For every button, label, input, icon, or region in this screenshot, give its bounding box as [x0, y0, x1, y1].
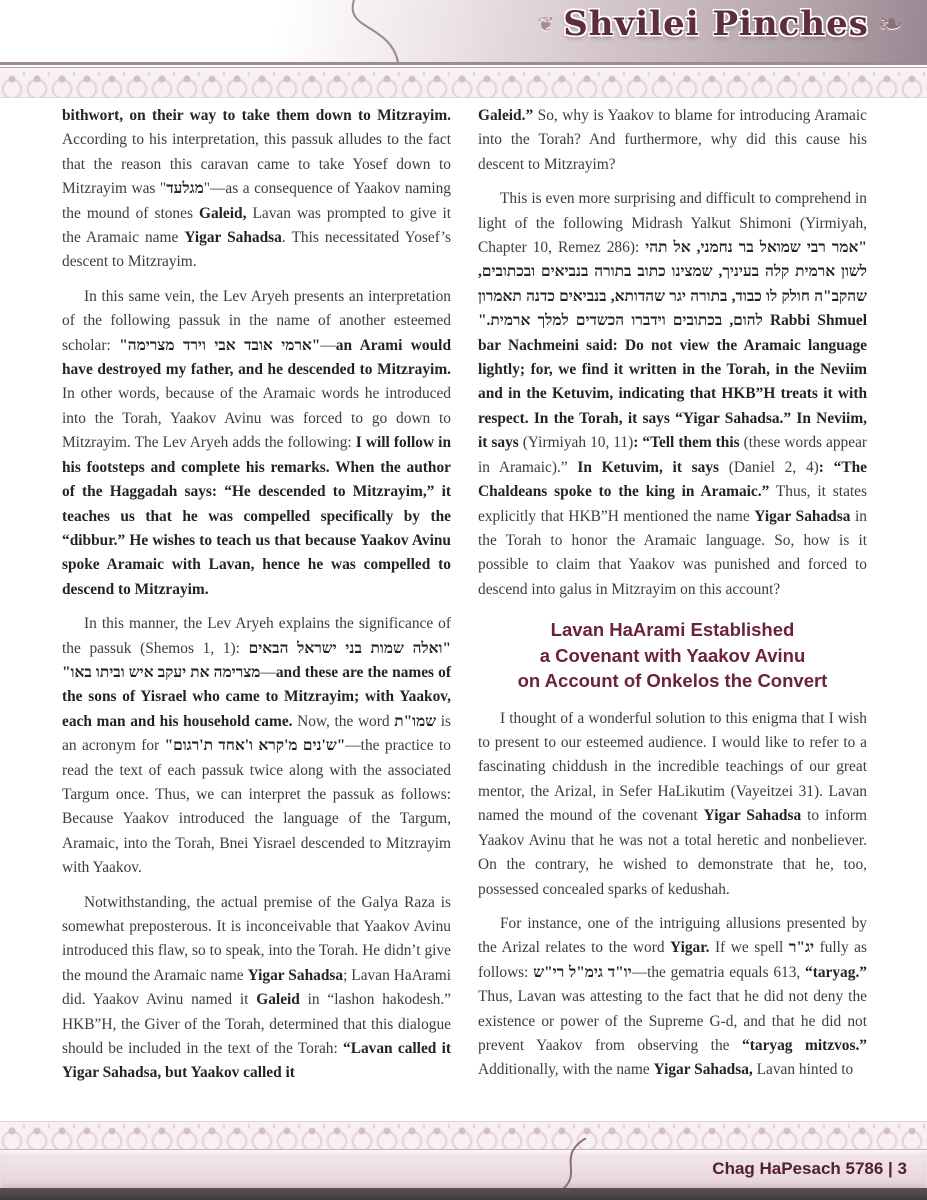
text-segment: to inform Yaakov Avinu that he was not a total heretic and nonbeliever. On the contrary, he wished to demonstrate that he, too, possessed concealed sparks of kedushah.: [478, 807, 867, 898]
text-segment: So, why is Yaakov to blame for introducing Aramaic into the Torah? And furthermore, why did this cause his descent to Mitzrayim?: [478, 107, 867, 173]
text-segment: Rabbi Shmuel bar Nachmeini said: Do not view the Aramaic language lightly; for, we find it written in the Torah, in the Neviim and in the Ketuvim, indicating that HKB”H treats it with respect. In the Torah, it says “Yigar Sahadsa.” In Neviim, it says: [478, 312, 867, 452]
paragraph: [478, 187, 867, 602]
paragraph: [478, 104, 867, 177]
hebrew-text: "ארמי אובד אבי וירד מצרימה": [119, 336, 321, 354]
right-column: [478, 104, 867, 1114]
text-segment: fully as follows:: [478, 939, 867, 981]
text-segment: [763, 312, 770, 329]
page-edge-bar: [0, 1188, 927, 1200]
page-footer-label: Chag HaPesach 5786 | 3: [712, 1159, 907, 1178]
text-segment: in the Torah to honor the Aramaic language. So, how is it possible to claim that Yaakov was punished and forced to descend into galus in Mitzrayim on this account?: [478, 507, 867, 598]
text-segment: an Arami would have destroyed my father, and he descended to Mitzrayim.: [62, 336, 452, 379]
text-segment: is an acronym for: [62, 712, 451, 755]
paragraph: [62, 285, 451, 602]
hebrew-text: "ש'נים מ'קרא ו'אחד ת'רגום": [164, 737, 346, 755]
text-segment: and these are the names of the sons of Yisrael who came to Mitzrayim; with Yaakov, each man and his household came.: [62, 663, 451, 730]
hebrew-text: שמו"ת: [394, 712, 437, 730]
header-rule: [0, 62, 927, 70]
bottom-decorative-border: [0, 1121, 927, 1149]
text-segment: in “lashon hakodesh.” HKB”H, the Giver of the Torah, determined that this dialogue should be included in the text of the Torah:: [62, 991, 452, 1058]
top-decorative-border: [0, 70, 927, 98]
publication-title: Shvilei Pinches: [563, 4, 869, 44]
text-segment: Thus, it states explicitly that HKB”H mentioned the name: [478, 483, 867, 525]
text-segment: bithwort, on their way to take them down to Mitzrayim.: [62, 107, 451, 124]
text-segment: For instance, one of the intriguing allusions presented by the Arizal relates to the word: [478, 914, 867, 957]
paragraph: [62, 891, 451, 1086]
text-segment: I will follow in his footsteps and complete his remarks. When the author of the Haggadah says: “He descended to Mitzrayim,” it teaches us that he was compelled specifically by the “dibbur.” He wishes to teach us that because Yaakov Avinu spoke Aramaic with Lavan, hence he was compelled to descend to Mitzrayim.: [62, 434, 452, 598]
text-segment: Lavan hinted to: [752, 1061, 854, 1079]
text-segment: : “Tell them this: [633, 434, 744, 452]
text-segment: Additionally, with the name: [478, 1061, 654, 1079]
hebrew-text: "ואלה שמות בני ישראל הבאים מצרימה את יעקב איש וביתו באו": [62, 639, 451, 681]
text-segment: This is even more surprising and difficult to comprehend in light of the following Midrash Yalkut Shimoni (Yirmiyah, Chapter 10, Remez 286):: [478, 190, 867, 257]
text-segment: Yigar Sahadsa: [184, 229, 282, 247]
text-segment: (Daniel 2, 4): [728, 458, 819, 476]
paragraph: [62, 612, 451, 880]
hebrew-text: יג"ר: [788, 939, 815, 957]
left-column: [62, 104, 451, 1114]
text-segment: Now, the word: [292, 712, 395, 730]
section-heading: Lavan HaArami Established a Covenant with Yaakov Avinu on Account of Onkelos the Convert: [517, 619, 828, 692]
article-body: [62, 104, 867, 1114]
text-segment: “taryag mitzvos.”: [742, 1036, 867, 1054]
text-segment: "—as a consequence of Yaakov naming the mound of stones: [62, 180, 451, 222]
hebrew-text: יו"ד גימ"ל רי"ש: [533, 963, 632, 981]
text-segment: (Yirmiyah 10, 11): [522, 434, 634, 452]
text-segment: Yigar Sahadsa: [703, 807, 802, 825]
scroll-ornament-icon: ❧: [877, 7, 903, 41]
paragraph: [478, 707, 867, 902]
text-segment: If we spell: [709, 939, 789, 957]
text-segment: ; Lavan HaArami did. Yaakov Avinu named it: [62, 966, 451, 1009]
paragraph: [478, 912, 867, 1083]
text-segment: Galeid: [256, 991, 300, 1009]
text-segment: Yigar Sahadsa: [247, 966, 344, 984]
text-segment: Lavan was prompted to give it the Aramaic name: [62, 204, 451, 247]
text-segment: Yigar Sahadsa,: [653, 1061, 753, 1079]
text-segment: —: [320, 336, 336, 354]
page-header: [0, 0, 927, 62]
text-segment: “taryag.”: [805, 963, 867, 981]
text-segment: —the practice to read the text of each passuk twice along with the associated Targum once. Thus, we can interpret the passuk as follows: Because Yaakov introduced the language of the Targum, Aramaic, into the Torah, Bnei Yisrael descended to Mitzrayim with Yaakov.: [62, 737, 451, 877]
text-segment: : “The Chaldeans spoke to the king in Aramaic.”: [478, 458, 867, 501]
footer-band: [0, 1149, 927, 1188]
paragraph: [62, 104, 451, 275]
text-segment: Galeid.”: [478, 107, 534, 124]
text-segment: . This necessitated Yosef’s descent to Mitzrayim.: [62, 229, 451, 271]
text-segment: Notwithstanding, the actual premise of the Galya Raza is somewhat preposterous. It is inconceivable that Yaakov Avinu introduced this flaw, so to speak, into the Torah. He didn’t give the mound the Aramaic name: [62, 893, 451, 984]
text-segment: According to his interpretation, this passuk alludes to the fact that the reason this caravan came to take Yosef down to Mitzrayim was ": [62, 131, 451, 198]
text-segment: Yigar Sahadsa: [754, 507, 851, 525]
text-segment: —the gematria equals 613,: [631, 963, 806, 981]
text-segment: “Lavan called it Yigar Sahadsa, but Yaakov called it: [62, 1040, 452, 1082]
text-segment: Galeid,: [198, 204, 247, 222]
text-segment: —: [260, 663, 276, 681]
text-segment: In this same vein, the Lev Aryeh presents an interpretation of the following passuk in the name of another esteemed scholar:: [62, 287, 451, 354]
text-segment: (these words appear in Aramaic).”: [478, 434, 867, 476]
leaf-ornament-icon: ❦: [537, 13, 555, 36]
text-segment: In other words, because of the Aramaic words he introduced into the Torah, Yaakov Avinu was forced to go down to Mitzrayim. The Lev Aryeh adds the following:: [62, 385, 451, 452]
hebrew-text: מגלעד: [166, 180, 204, 198]
text-segment: In Ketuvim, it says: [577, 458, 729, 476]
header-flourish-icon: [338, 0, 418, 62]
text-segment: Thus, Lavan was attesting to the fact that he did not deny the existence or power of the Supreme G-d, and that he did not prevent Yaakov from observing the: [478, 988, 867, 1054]
text-segment: I thought of a wonderful solution to this enigma that I wish to present to our esteemed audience. I would like to refer to a fascinating chiddush in the incredible teachings of our great mentor, the Arizal, in Sefer HaLikutim (Vayeitzei 31). Lavan named the mound of the covenant: [478, 709, 867, 825]
text-segment: Yigar.: [670, 939, 710, 957]
hebrew-text: "אמר רבי שמואל בר נחמני, אל תהי לשון ארמית קלה בעיניך, שמצינו כתוב בתורה בנביאים ובכתובים, שהקב"ה חולק לו כבוד, בתורה יגר שהדותא, בנביאים כדנה תאמרון להום, בכתובים וידברו הכשדים למלך ארמית.": [478, 239, 867, 330]
text-segment: In this manner, the Lev Aryeh explains the significance of the passuk (Shemos 1, 1):: [62, 615, 451, 657]
publication-logo: [537, 4, 903, 44]
